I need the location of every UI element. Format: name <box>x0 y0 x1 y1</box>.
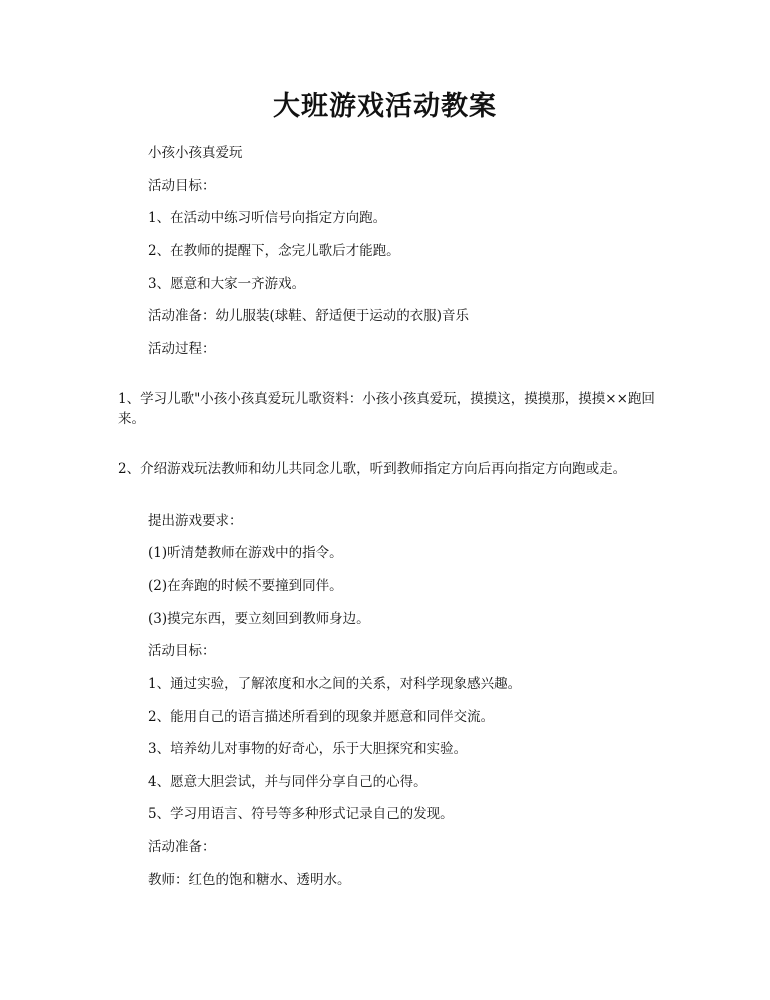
paragraph-goal-2: 2、在教师的提醒下，念完儿歌后才能跑。 <box>148 243 400 259</box>
paragraph-process-2: 2、介绍游戏玩法教师和幼儿共同念儿歌，听到教师指定方向后再向指定方向跑或走。 <box>118 461 627 477</box>
paragraph-goal-heading: 活动目标： <box>148 178 216 194</box>
paragraph-goal-2-5: 5、学习用语言、符号等多种形式记录自己的发现。 <box>148 806 454 822</box>
paragraph-goal-1: 1、在活动中练习听信号向指定方向跑。 <box>148 210 387 226</box>
paragraph-requirement-2: (2)在奔跑的时候不要撞到同伴。 <box>148 578 343 594</box>
paragraph-requirement-3: (3)摸完东西，要立刻回到教师身边。 <box>148 611 370 627</box>
paragraph-preparation-heading-2: 活动准备： <box>148 839 216 855</box>
paragraph-requirements-heading: 提出游戏要求： <box>148 513 243 529</box>
paragraph-subtitle: 小孩小孩真爱玩 <box>148 145 243 161</box>
paragraph-goal-2-4: 4、愿意大胆尝试，并与同伴分享自己的心得。 <box>148 774 427 790</box>
paragraph-requirement-1: (1)听清楚教师在游戏中的指令。 <box>148 545 343 561</box>
document-title: 大班游戏活动教案 <box>273 91 497 122</box>
paragraph-process-heading: 活动过程： <box>148 341 216 357</box>
paragraph-teacher-materials: 教师：红色的饱和糖水、透明水。 <box>148 872 351 888</box>
paragraph-goal-2-3: 3、培养幼儿对事物的好奇心，乐于大胆探究和实验。 <box>148 741 468 757</box>
paragraph-process-1: 1、学习儿歌"小孩小孩真爱玩儿歌资料：小孩小孩真爱玩，摸摸这，摸摸那，摸摸××跑回来。 <box>118 391 655 427</box>
paragraph-goal-2-2: 2、能用自己的语言描述所看到的现象并愿意和同伴交流。 <box>148 709 495 725</box>
paragraph-goal-3: 3、愿意和大家一齐游戏。 <box>148 276 306 292</box>
paragraph-preparation: 活动准备：幼儿服装(球鞋、舒适便于运动的衣服)音乐 <box>148 308 470 324</box>
paragraph-goal-heading-2: 活动目标： <box>148 643 216 659</box>
paragraph-goal-2-1: 1、通过实验，了解浓度和水之间的关系，对科学现象感兴趣。 <box>148 676 522 692</box>
